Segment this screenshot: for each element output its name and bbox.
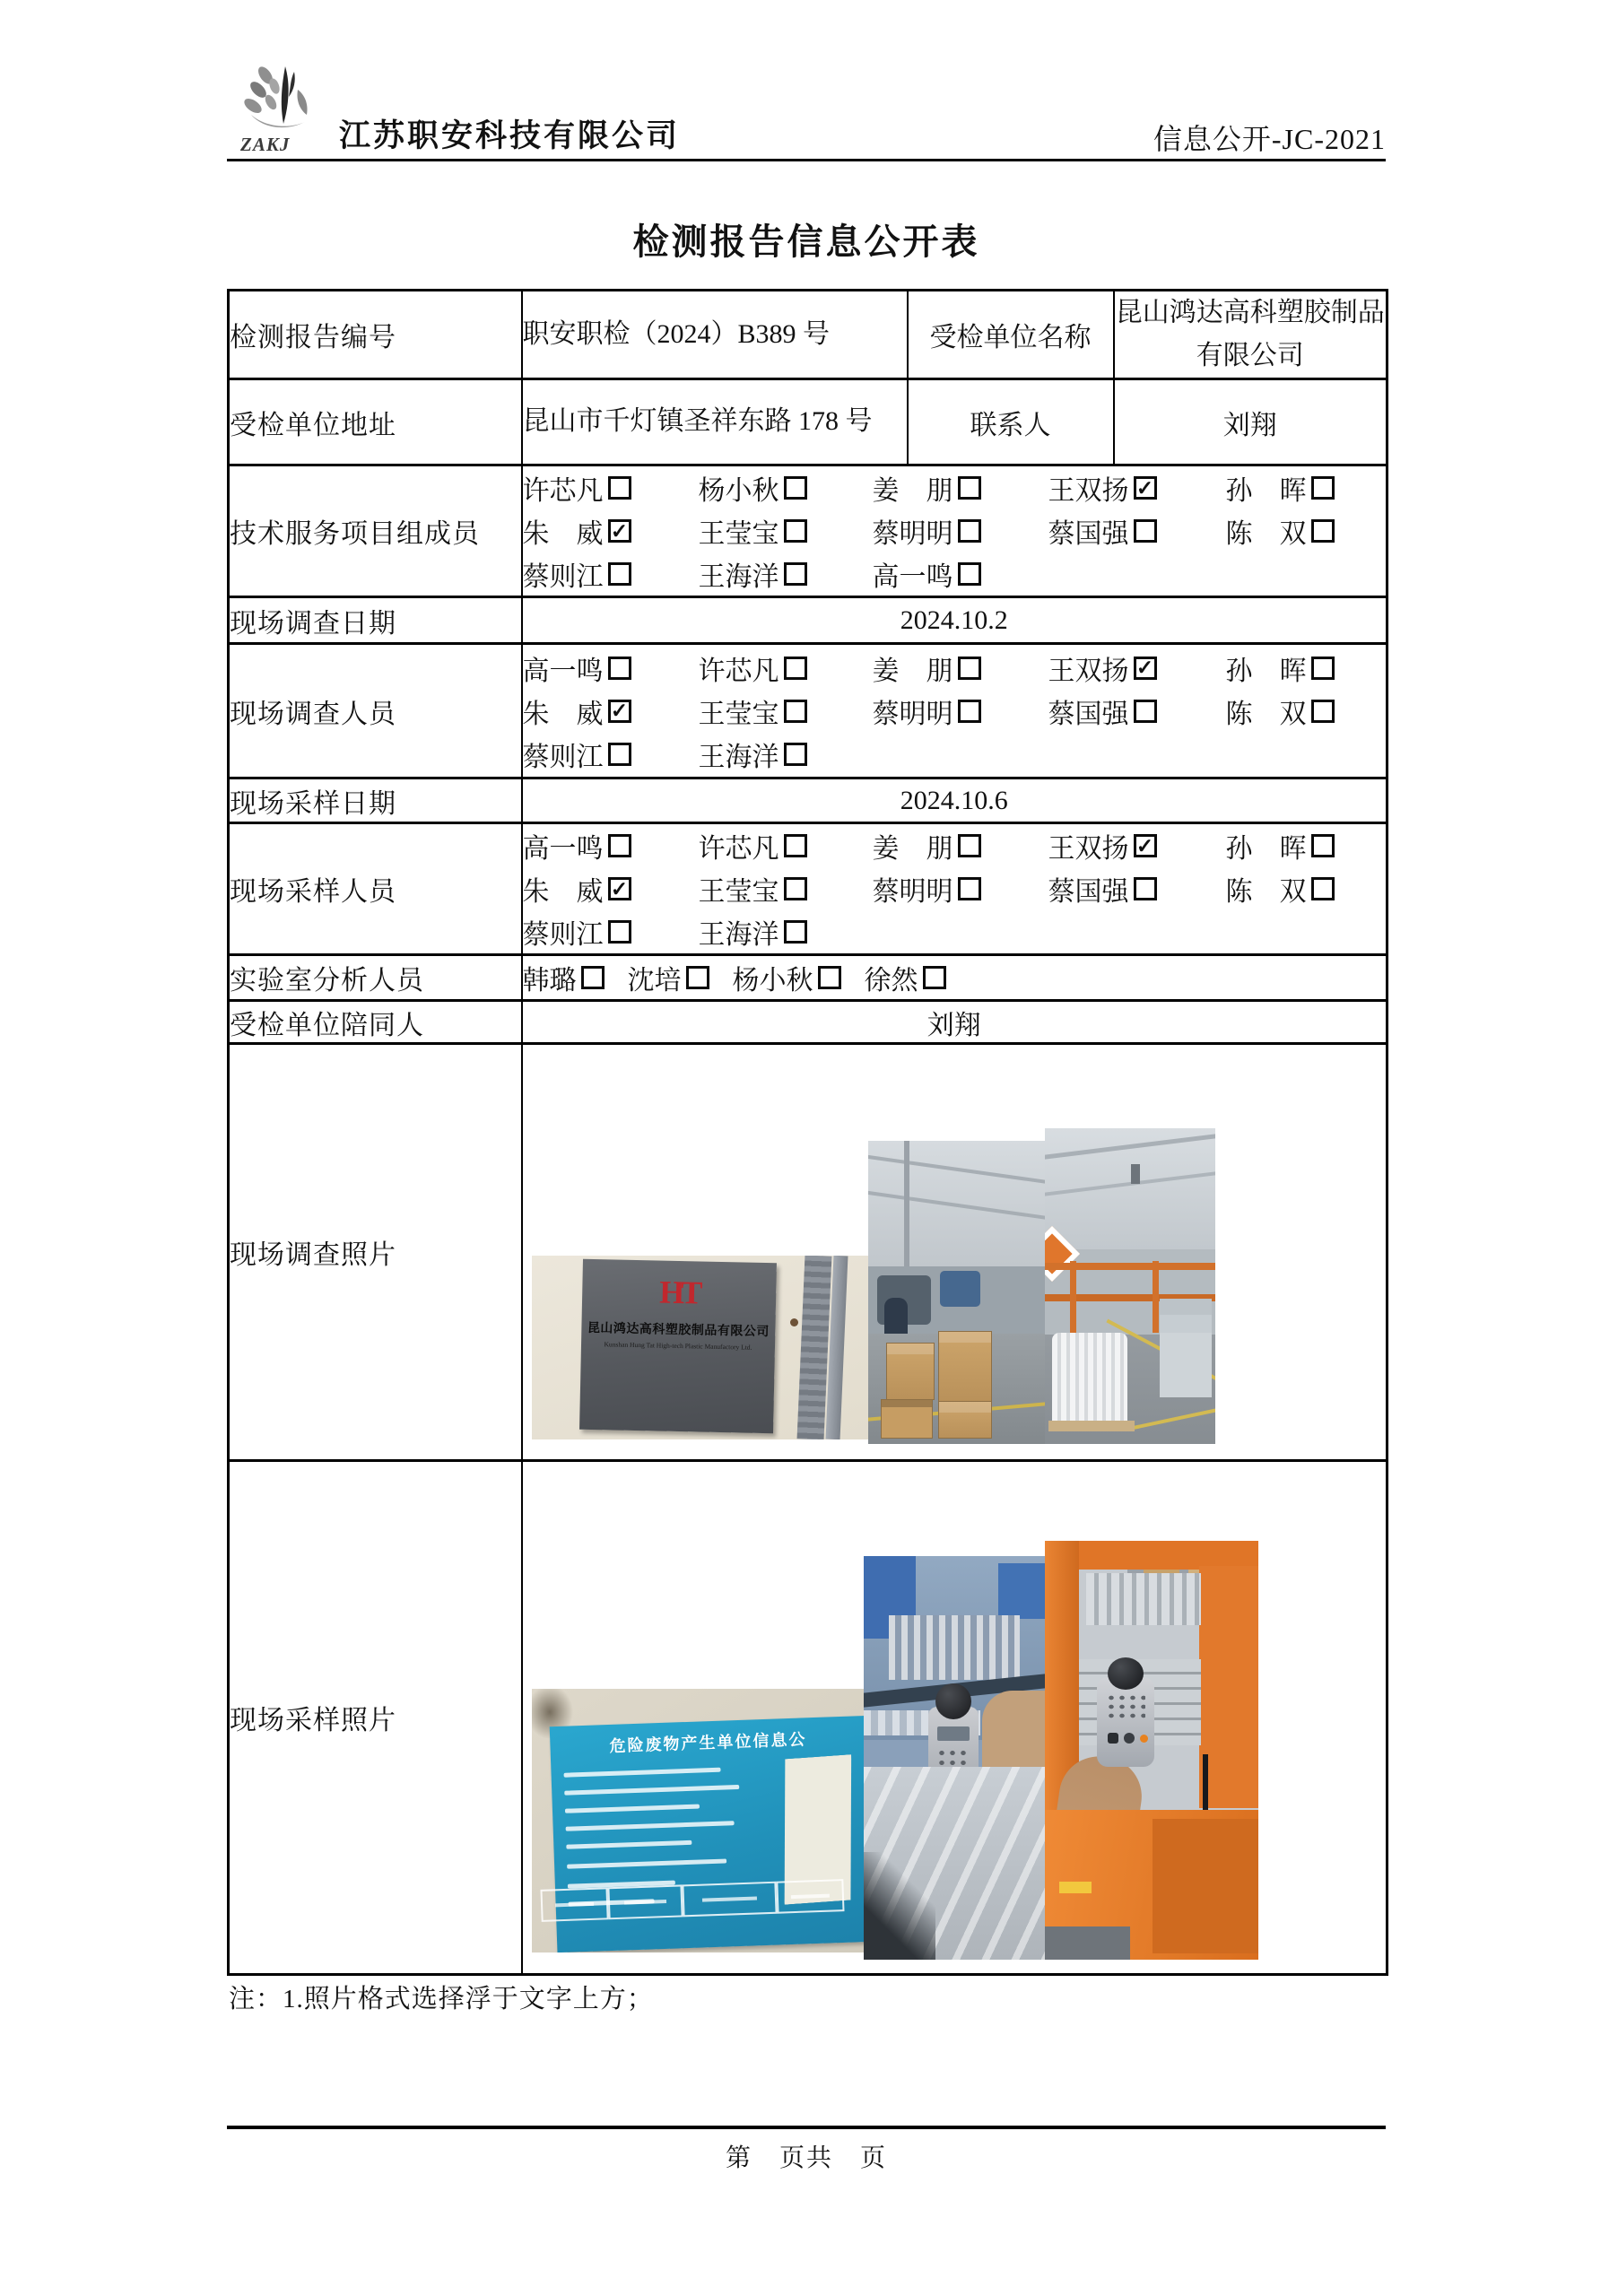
checkbox-unchecked[interactable]	[1311, 834, 1335, 857]
header-doc-code: 信息公开-JC-2021	[1153, 123, 1386, 155]
checkbox-unchecked[interactable]	[1311, 657, 1335, 680]
member-name: 姜 朋	[872, 656, 953, 686]
member-item	[523, 826, 699, 865]
member-item	[699, 648, 873, 688]
member-name: 王海洋	[698, 562, 779, 592]
survey-photos-label: 现场调查照片	[229, 1044, 522, 1461]
member-item	[1048, 691, 1226, 731]
member-name: 孙 晖	[1225, 656, 1307, 686]
unit-address-value: 昆山市千灯镇圣祥东路 178 号	[522, 379, 908, 465]
member-item	[699, 869, 873, 909]
member-name: 王海洋	[698, 920, 779, 950]
checkbox-unchecked[interactable]	[608, 920, 631, 944]
microphone-windscreen	[935, 1683, 971, 1719]
member-name: 王莹宝	[698, 699, 779, 729]
report-info-table	[227, 289, 1388, 1976]
member-item	[1226, 648, 1387, 688]
table-row	[229, 291, 1387, 379]
contact-value: 刘翔	[1114, 379, 1387, 465]
orange-rack-post	[1153, 1261, 1159, 1333]
machine	[940, 1271, 980, 1307]
sampling-photo-meter-orange-machine	[1045, 1541, 1258, 1960]
text-line	[566, 1840, 692, 1849]
report-no-value: 职安职检（2024）B389 号	[522, 291, 908, 379]
member-line	[523, 824, 1387, 867]
checkbox-unchecked[interactable]	[1311, 519, 1335, 543]
open-cardboard-box	[881, 1399, 933, 1439]
member-item	[699, 468, 873, 508]
member-item	[523, 468, 699, 508]
handheld-meter	[1097, 1677, 1154, 1767]
member-name: 王双扬	[1048, 656, 1129, 686]
member-item	[1226, 691, 1387, 731]
table-row	[229, 644, 1387, 778]
sampling-photo-meter-blue-line	[864, 1556, 1045, 1960]
table-row	[229, 465, 1387, 597]
checkbox-unchecked[interactable]	[1311, 700, 1335, 723]
member-line	[523, 690, 1387, 733]
text-line	[564, 1805, 699, 1813]
cardboard-box	[938, 1401, 992, 1439]
member-name: 王莹宝	[698, 877, 779, 907]
checkbox-unchecked[interactable]	[958, 877, 981, 900]
checkbox-checked[interactable]: ✓	[1134, 476, 1157, 500]
sampling-date-label: 现场采样日期	[229, 778, 522, 823]
checkbox-unchecked[interactable]	[784, 700, 807, 723]
cardboard-box	[938, 1331, 992, 1403]
member-name: 陈 双	[1225, 699, 1307, 729]
page-title: 检测报告信息公开表	[632, 222, 980, 262]
table-row	[229, 379, 1387, 465]
member-name: 韩璐	[522, 966, 577, 996]
survey-photos-cell	[522, 1044, 1387, 1461]
member-item	[873, 869, 1048, 909]
shadow-corner	[864, 1852, 935, 1960]
member-item	[873, 554, 1048, 594]
checkbox-unchecked[interactable]	[958, 476, 981, 500]
member-item	[699, 554, 873, 594]
checkbox-unchecked[interactable]	[923, 966, 946, 989]
text-line	[565, 1821, 734, 1831]
product-stack	[1160, 1299, 1212, 1397]
microphone-windscreen	[1108, 1657, 1144, 1690]
member-name: 蔡则江	[522, 562, 604, 592]
member-name: 蔡则江	[522, 920, 604, 950]
hanging-lamp	[1131, 1164, 1140, 1184]
checkbox-unchecked[interactable]	[608, 834, 631, 857]
checkbox-unchecked[interactable]	[608, 743, 631, 766]
unit-name-label: 受检单位名称	[908, 291, 1114, 379]
blue-machine-frame	[998, 1563, 1045, 1619]
mold-rollers	[1086, 1573, 1201, 1625]
checkbox-unchecked[interactable]	[784, 519, 807, 543]
member-line	[523, 509, 1387, 552]
member-line	[523, 552, 1387, 596]
checkbox-unchecked[interactable]	[784, 743, 807, 766]
lab-staff-members	[522, 955, 1387, 1001]
checkbox-checked[interactable]: ✓	[608, 519, 631, 543]
member-name: 王海洋	[698, 742, 779, 772]
member-name: 许芯凡	[698, 656, 779, 686]
member-item	[699, 912, 873, 952]
company-logo	[239, 59, 332, 154]
member-item	[1226, 511, 1387, 551]
member-name: 姜 朋	[872, 834, 953, 864]
checkbox-unchecked[interactable]	[784, 834, 807, 857]
member-item	[699, 511, 873, 551]
member-item	[873, 691, 1048, 731]
member-name: 陈 双	[1225, 519, 1307, 549]
hazard-board-title: 危险废物产生单位信息公	[608, 1730, 807, 1755]
table-cell	[682, 1882, 777, 1918]
member-line	[523, 647, 1387, 690]
survey-staff-label: 现场调查人员	[229, 644, 522, 778]
tech-team-members	[522, 465, 1387, 597]
cardboard-box	[886, 1343, 935, 1400]
survey-photo-company-sign	[532, 1256, 868, 1439]
member-name: 蔡明明	[872, 699, 953, 729]
tech-team-label: 技术服务项目组成员	[229, 465, 522, 597]
member-line	[523, 867, 1387, 910]
table-cell	[540, 1887, 608, 1922]
table-cell	[607, 1884, 683, 1919]
lab-staff-label: 实验室分析人员	[229, 955, 522, 1001]
member-item	[699, 735, 873, 774]
member-item	[1226, 468, 1387, 508]
checkbox-unchecked[interactable]	[784, 920, 807, 944]
member-item	[523, 691, 699, 731]
member-name: 蔡国强	[1048, 877, 1129, 907]
checkbox-unchecked[interactable]	[1134, 877, 1157, 900]
checkbox-unchecked[interactable]	[608, 562, 631, 586]
contact-label: 联系人	[908, 379, 1114, 465]
member-item	[1048, 826, 1226, 865]
checkbox-unchecked[interactable]	[1311, 877, 1335, 900]
table-row	[229, 1001, 1387, 1044]
member-name: 王双扬	[1048, 476, 1129, 506]
checkbox-unchecked[interactable]	[1311, 476, 1335, 500]
member-item	[523, 735, 699, 774]
header-company-name: 江苏职安科技有限公司	[339, 118, 681, 153]
member-item	[699, 826, 873, 865]
member-name: 陈 双	[1225, 877, 1307, 907]
company-sign-name-cn: 昆山鸿达高科塑胶制品有限公司	[587, 1321, 770, 1340]
member-name: 王莹宝	[698, 519, 779, 549]
member-name: 朱 威	[522, 877, 604, 907]
member-line	[523, 910, 1387, 953]
checkbox-unchecked[interactable]	[958, 657, 981, 680]
member-name: 高一鸣	[522, 656, 604, 686]
wall-hook	[790, 1318, 798, 1326]
unit-name-value: 昆山鸿达高科塑胶制品有限公司	[1114, 291, 1387, 379]
sampling-staff-label: 现场采样人员	[229, 823, 522, 955]
member-name: 孙 晖	[1225, 476, 1307, 506]
checkbox-unchecked[interactable]	[686, 966, 709, 989]
member-item	[873, 648, 1048, 688]
unit-address-label: 受检单位地址	[229, 379, 522, 465]
member-item	[699, 691, 873, 731]
member-item	[1048, 468, 1226, 508]
member-name: 杨小秋	[698, 476, 779, 506]
member-name: 朱 威	[522, 519, 604, 549]
page-number-text: 第 页共 页	[725, 2144, 887, 2172]
column	[904, 1141, 909, 1271]
member-name: 姜 朋	[872, 476, 953, 506]
escort-value: 刘翔	[522, 1001, 1387, 1044]
meter-keypad	[1106, 1693, 1145, 1720]
table-row	[229, 597, 1387, 644]
checkbox-unchecked[interactable]	[958, 834, 981, 857]
member-item	[1226, 826, 1387, 865]
sampling-date-value: 2024.10.6	[522, 778, 1387, 823]
metal-tubes	[889, 1615, 1020, 1680]
survey-date-label: 现场调查日期	[229, 597, 522, 644]
company-sign-name-en: Kunshan Hung Tat High-tech Plastic Manufactory Ltd.	[603, 1340, 752, 1352]
company-sign-plaque	[579, 1259, 777, 1433]
survey-staff-members	[522, 644, 1387, 778]
checkbox-unchecked[interactable]	[1134, 519, 1157, 543]
yellow-label	[1059, 1882, 1092, 1893]
report-no-label: 检测报告编号	[229, 291, 522, 379]
table-row	[229, 823, 1387, 955]
checkbox-unchecked[interactable]	[1134, 700, 1157, 723]
sampling-staff-members	[522, 823, 1387, 955]
member-item	[523, 554, 699, 594]
radiator-product-stack	[1052, 1333, 1127, 1422]
pallet	[1048, 1421, 1135, 1431]
table-cell	[776, 1879, 844, 1914]
checkbox-checked[interactable]: ✓	[1134, 834, 1157, 857]
checkbox-unchecked[interactable]	[958, 562, 981, 586]
footer-rule	[227, 2126, 1386, 2129]
sampling-photo-hazard-sign	[532, 1689, 866, 1952]
member-item	[523, 511, 699, 551]
meter-port	[1124, 1733, 1135, 1744]
member-item	[523, 912, 699, 952]
member-item	[1048, 869, 1226, 909]
text-line	[564, 1785, 739, 1796]
checkbox-checked[interactable]: ✓	[608, 877, 631, 900]
member-item	[523, 648, 699, 688]
member-name: 沈培	[627, 966, 682, 996]
checkbox-unchecked[interactable]	[608, 476, 631, 500]
meter-screen	[937, 1726, 970, 1741]
sampling-photos-label: 现场采样照片	[229, 1461, 522, 1975]
member-name: 徐然	[864, 966, 918, 996]
leaf-logo-icon	[239, 59, 332, 131]
table-row	[229, 1044, 1387, 1461]
meter-port	[1108, 1733, 1118, 1744]
header-rule	[227, 159, 1386, 161]
escort-label: 受检单位陪同人	[229, 1001, 522, 1044]
checkbox-unchecked[interactable]	[608, 657, 631, 680]
checkbox-checked[interactable]: ✓	[1134, 657, 1157, 680]
member-item	[523, 869, 699, 909]
meter-led	[1140, 1735, 1148, 1743]
member-name: 蔡国强	[1048, 699, 1129, 729]
logo-text: ZAKJ	[240, 134, 291, 155]
text-line	[567, 1858, 726, 1868]
member-name: 许芯凡	[698, 834, 779, 864]
survey-date-value: 2024.10.2	[522, 597, 1387, 644]
checkbox-unchecked[interactable]	[581, 966, 605, 989]
orange-machine-panel	[1153, 1819, 1258, 1953]
member-item	[873, 511, 1048, 551]
machine-base	[1045, 1926, 1130, 1960]
member-line	[523, 958, 1387, 997]
table-row	[229, 778, 1387, 823]
text-line	[563, 1768, 720, 1778]
checkbox-unchecked[interactable]	[958, 519, 981, 543]
member-item	[873, 826, 1048, 865]
checkbox-unchecked[interactable]	[784, 657, 807, 680]
survey-photo-factory-boxes	[868, 1141, 1045, 1444]
company-sign-logo: HT	[658, 1274, 700, 1311]
checkbox-unchecked[interactable]	[784, 877, 807, 900]
member-item	[865, 958, 946, 997]
member-name: 高一鸣	[872, 562, 953, 592]
footnote: 注：1.照片格式选择浮于文字上方；	[229, 1985, 654, 2013]
member-item	[523, 958, 605, 997]
member-name: 蔡明明	[872, 519, 953, 549]
member-name: 蔡国强	[1048, 519, 1129, 549]
survey-photo-factory-racks	[1045, 1128, 1215, 1444]
member-name: 朱 威	[522, 699, 604, 729]
checkbox-unchecked[interactable]	[958, 700, 981, 723]
member-name: 许芯凡	[522, 476, 604, 506]
member-item	[1048, 648, 1226, 688]
member-name: 蔡则江	[522, 742, 604, 772]
checkbox-unchecked[interactable]	[818, 966, 841, 989]
checkbox-unchecked[interactable]	[784, 562, 807, 586]
table-row	[229, 955, 1387, 1001]
member-item	[873, 468, 1048, 508]
member-name: 高一鸣	[522, 834, 604, 864]
table-row	[229, 1461, 1387, 1975]
member-item	[733, 958, 841, 997]
member-name: 孙 晖	[1225, 834, 1307, 864]
sampling-photos-cell	[522, 1461, 1387, 1975]
member-name: 杨小秋	[732, 966, 813, 996]
member-item	[1226, 869, 1387, 909]
member-item	[1048, 511, 1226, 551]
checkbox-unchecked[interactable]	[784, 476, 807, 500]
member-item	[628, 958, 709, 997]
member-line	[523, 466, 1387, 509]
orange-rack-post	[1070, 1261, 1076, 1333]
checkbox-checked[interactable]: ✓	[608, 700, 631, 723]
member-name: 蔡明明	[872, 877, 953, 907]
member-name: 王双扬	[1048, 834, 1129, 864]
member-line	[523, 733, 1387, 776]
